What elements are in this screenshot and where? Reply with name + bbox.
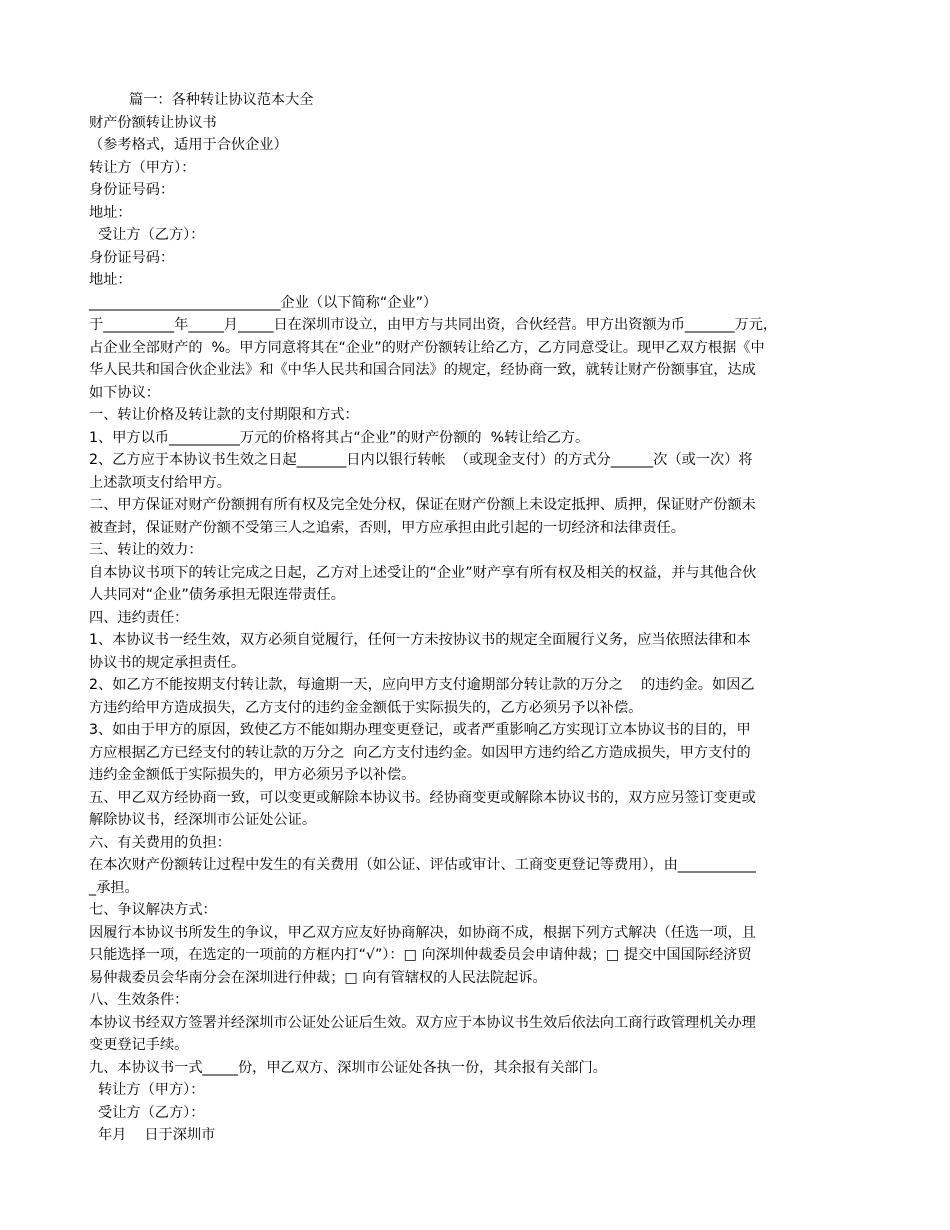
transferee-label: 受让方（乙方）： [89,227,205,243]
paragraph-line: 解除协议书，经深圳市公证处公证。 [89,812,317,828]
section-title: 篇一：各种转让协议范本大全 [129,92,314,108]
paragraph-line: 因履行本协议书所发生的争议，甲乙双方应友好协商解决，如协商不成，根据下列方式解决（任选一项，且 [89,924,756,941]
address-label: 地址： [89,204,132,221]
paragraph-line: 人共同对“企业”债务承担无限连带责任。 [89,587,345,603]
paragraph-line: 1、甲方以币__________万元的价格将其占“企业”的财产份额的 %转让给乙方。 [89,429,590,446]
paragraph-line: 协议书的规定承担责任。 [89,654,246,671]
clause-heading: 三、转让的效力： [89,542,203,558]
clause-heading: 六、有关费用的负担： [89,834,231,851]
paragraph-line: 被查封，保证财产份额不受第三人之追索，否则，甲方应承担由此引起的一切经济和法律责任。 [89,519,685,536]
clause-heading: 八、生效条件： [89,992,189,1008]
id-number-label: 身份证号码： [89,182,175,198]
enterprise-name-line: ___________________________企业（以下简称“企业”） [89,294,438,311]
paragraph-line: 如下协议： [89,384,160,401]
paragraph-line: 方违约给甲方造成损失，乙方支付的违约金金额低于实际损失的，乙方必须另予以补偿。 [89,699,643,716]
paragraph-line: 1、本协议书一经生效，双方必须自觉履行，任何一方未按协议书的规定全面履行义务，应当依照法律和本 [89,632,751,648]
paragraph-line: 在本次财产份额转让过程中发生的有关费用（如公证、评估或审计、工商变更登记等费用），由___________ [89,857,756,873]
document-body [89,89,864,1147]
paragraph-line: 3、如由于甲方的原因，致使乙方不能如期办理变更登记，或者严重影响乙方实现订立本协议书的目的，甲 [89,722,751,738]
paragraph-line: _承担。 [89,879,139,896]
paragraph-line: 上述款项支付给甲方。 [89,474,231,491]
paragraph-line: 方应根据乙方已经支付的转让款的万分之 向乙方支付违约金。如因甲方违约给乙方造成损失，甲方支付的 [89,744,751,761]
paragraph-line: 只能选择一项，在选定的一项前的方框内打“√”）：□ 向深圳仲裁委员会申请仲裁；□ 提交中国国际经济贸 [89,947,752,963]
paragraph-line: 二、甲方保证对财产份额拥有所有权及完全处分权，保证在财产份额上未设定抵押、质押，保证财产份额未 [89,497,756,513]
paragraph-line: 于__________年_____月_____日在深圳市设立，由甲方与共同出资，合伙经营。甲方出资额为币_______万元， [89,317,778,333]
paragraph-line: 占企业全部财产的 %。甲方同意将其在“企业”的财产份额转让给乙方，乙方同意受让。现甲乙双方根据《中 [89,339,765,356]
clause-heading: 四、违约责任： [89,609,189,626]
paragraph-line: 违约金金额低于实际损失的，甲方必须另予以补偿。 [89,767,416,783]
paragraph-line: 2、如乙方不能按期支付转让款，每逾期一天，应向甲方支付逾期部分转让款的万分之 的违约金。如因乙 [89,677,755,693]
paragraph-line: 自本协议书项下的转让完成之日起，乙方对上述受让的“企业”财产享有所有权及相关的权益，并与其他合伙 [89,564,757,581]
id-number-label: 身份证号码： [89,249,175,266]
paragraph-line: 五、甲乙双方经协商一致，可以变更或解除本协议书。经协商变更或解除本协议书的，双方应另签订变更或 [89,789,756,806]
clause-heading: 七、争议解决方式： [89,902,217,918]
signature-transferor: 转让方（甲方）： [89,1082,205,1098]
paragraph-line: 本协议书经双方签署并经深圳市公证处公证后生效。双方应于本协议书生效后依法向工商行政管理机关办理 [89,1014,756,1031]
paragraph-line: 易仲裁委员会华南分会在深圳进行仲裁；□ 向有管辖权的人民法院起诉。 [89,969,547,986]
paragraph-line: 华人民共和国合伙企业法》和《中华人民共和国合同法》的规定，经协商一致，就转让财产份额事宜，达成 [89,362,756,378]
signature-date-place: 年月 日于深圳市 [89,1127,216,1143]
transferor-label: 转让方（甲方）： [89,159,196,176]
paragraph-line: 2、乙方应于本协议书生效之日起_______日内以银行转帐 （或现金支付）的方式分______次（或一次）将 [89,452,753,468]
clause-heading: 一、转让价格及转让款的支付期限和方式： [89,407,359,423]
format-note: （参考格式，适用于合伙企业） [89,137,288,153]
paragraph-line: 变更登记手续。 [89,1037,189,1053]
signature-transferee: 受让方（乙方）： [89,1104,205,1121]
agreement-title: 财产份额转让协议书 [89,114,217,131]
paragraph-line: 九、本协议书一式_____份，甲乙双方、深圳市公证处各执一份，其余报有关部门。 [89,1059,607,1076]
address-label: 地址： [89,272,132,288]
